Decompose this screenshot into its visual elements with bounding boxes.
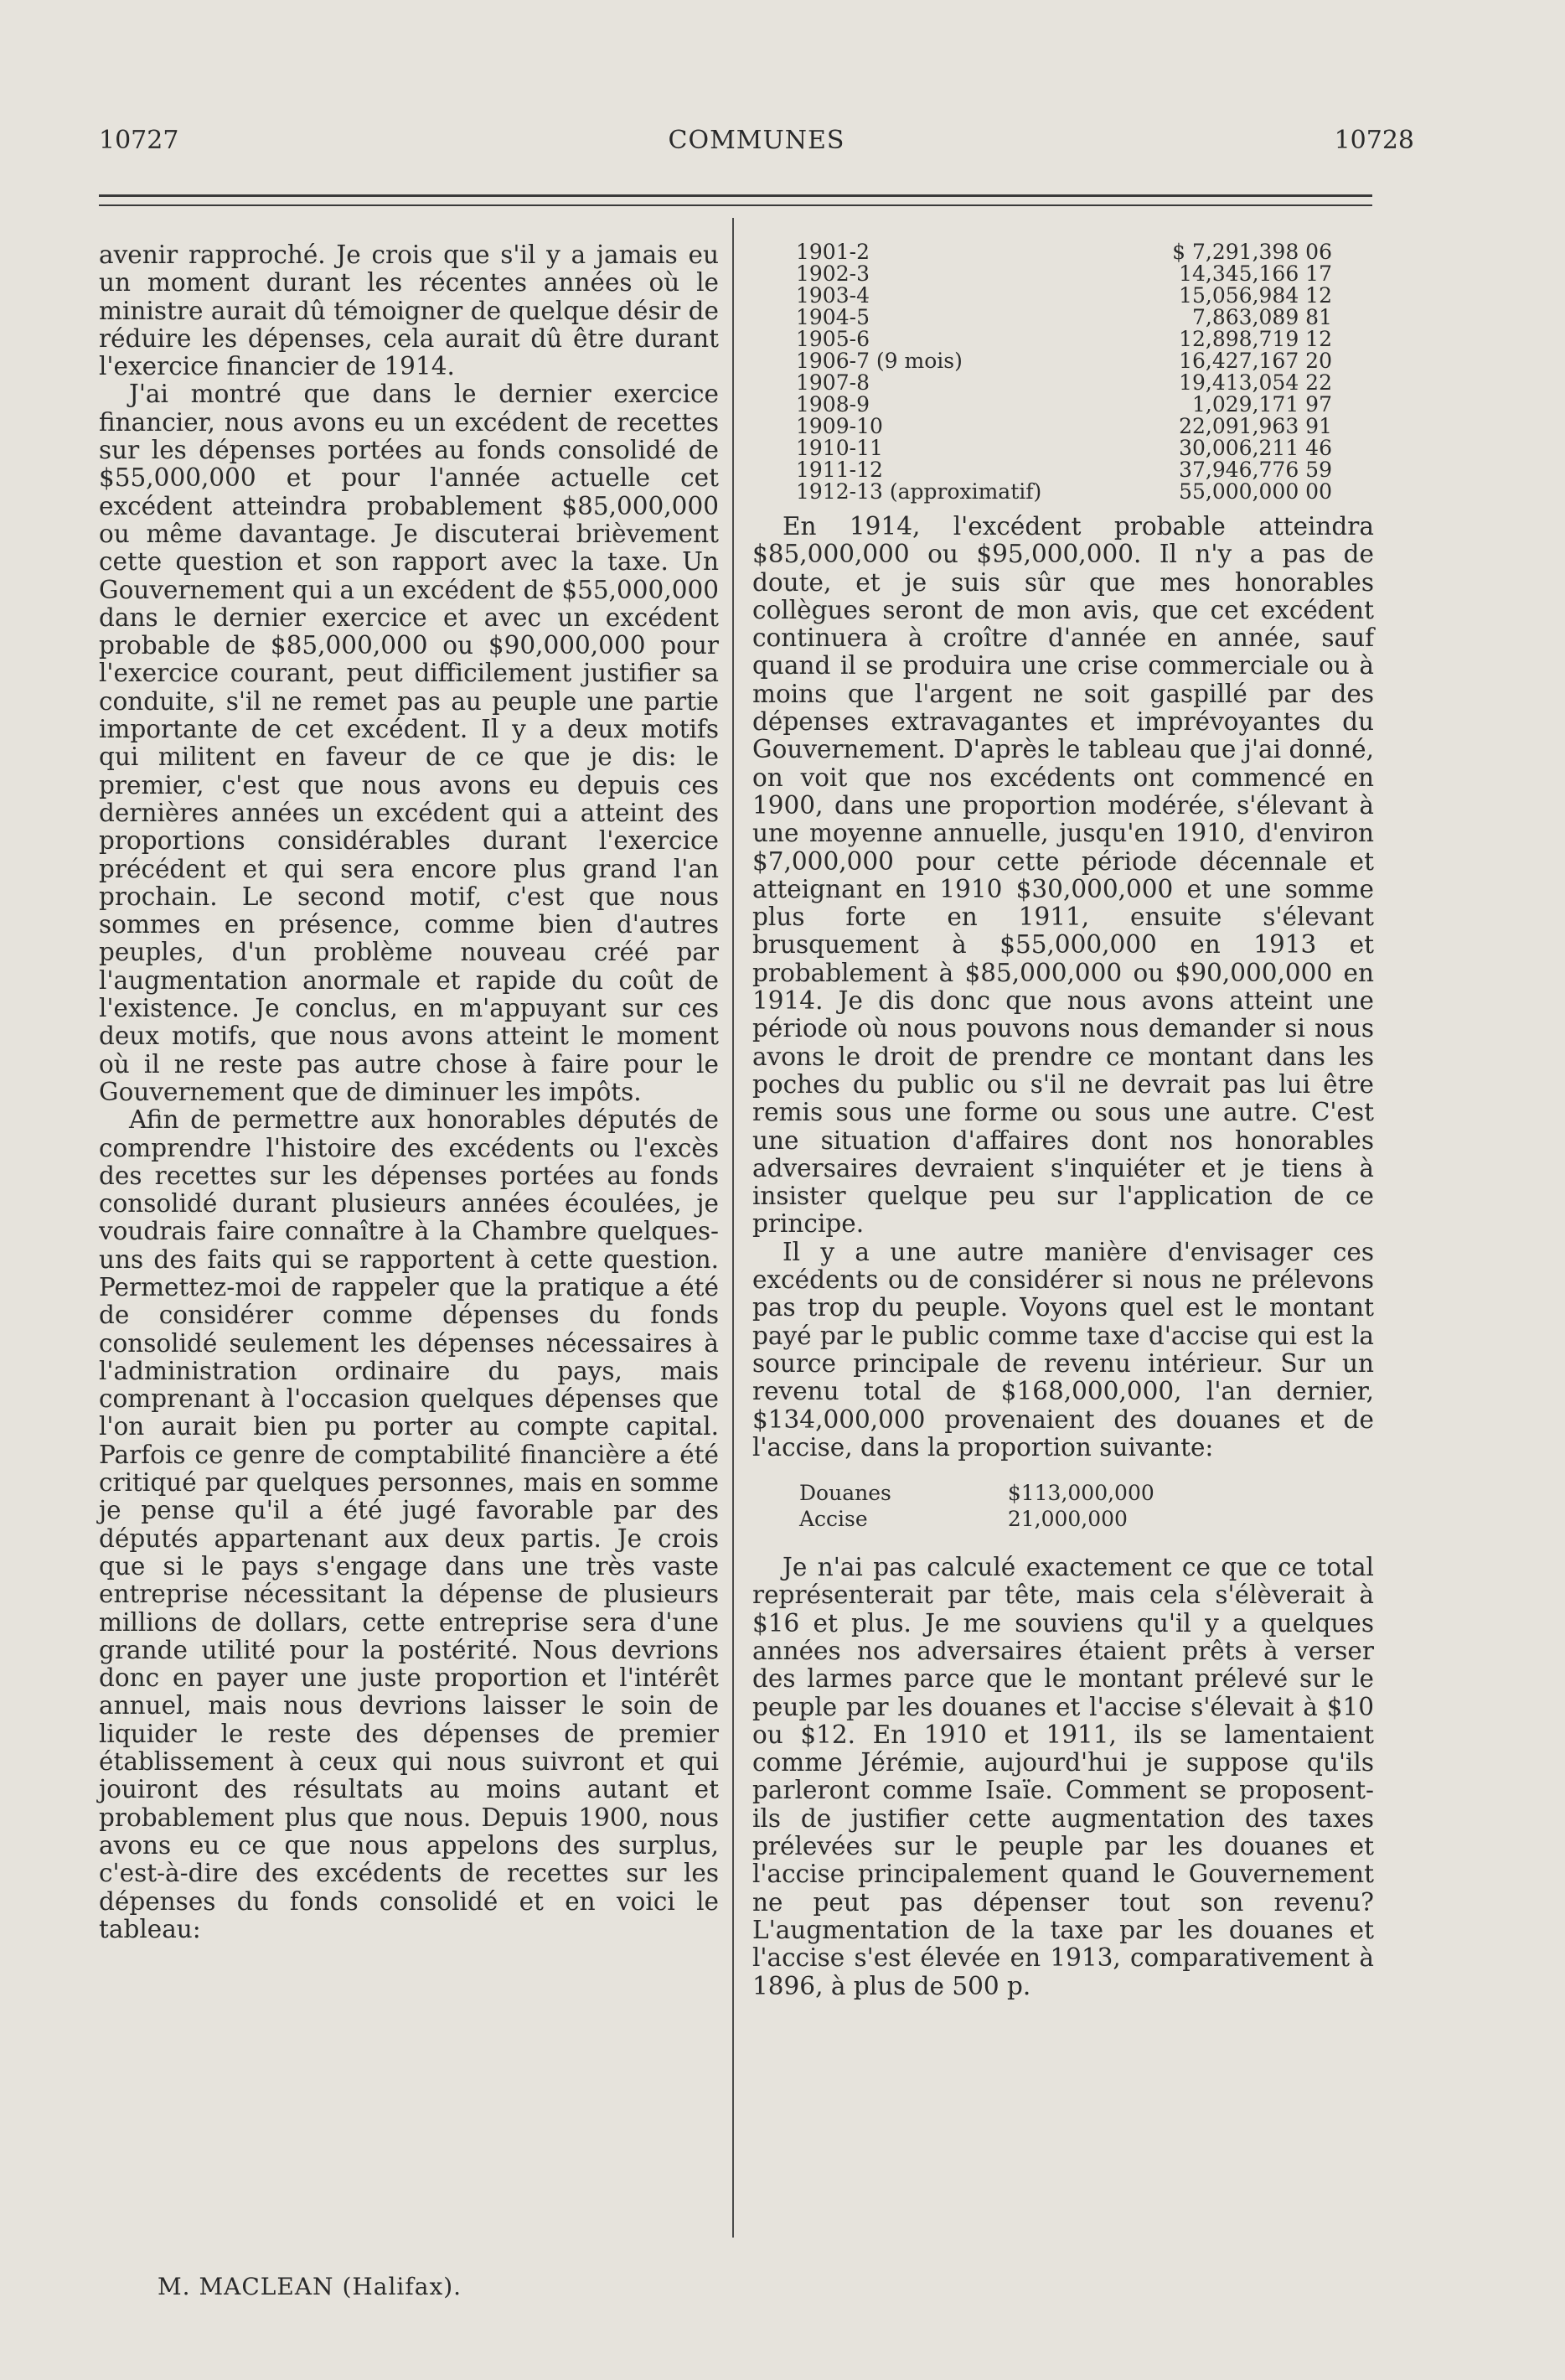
table-row [796, 394, 1332, 416]
page-title: COMMUNES [668, 126, 845, 155]
amount-cell: 7,863,089 81 [1192, 305, 1332, 329]
page-number-right: 10728 [1334, 126, 1414, 155]
year-cell: 1912-13 (approximatif) [796, 479, 1042, 504]
table-row [796, 263, 1332, 285]
table-row [796, 329, 1332, 350]
column-divider [732, 218, 734, 2238]
amount-cell: 16,427,167 20 [1179, 349, 1332, 373]
table-row [799, 1480, 1335, 1506]
speaker-name: M. MACLEAN (Halifax). [158, 2273, 462, 2300]
table-row [796, 459, 1332, 481]
surplus-table [796, 241, 1332, 503]
left-column [99, 241, 719, 1943]
amount-cell: 37,946,776 59 [1179, 458, 1332, 482]
year-cell: 1905-6 [796, 327, 870, 351]
amount-cell: 19,413,054 22 [1179, 370, 1332, 395]
paragraph: avenir rapproché. Je crois que s'il y a jamais eu un moment durant les récentes années où le ministre aurait dû témoigner de quelque désir de réduire les dépenses, cela aurait dû être durant l'exercice financier de 1914. [99, 241, 719, 381]
amount-cell: 30,006,211 46 [1179, 436, 1332, 460]
header-rule-top [99, 194, 1372, 197]
page-number-left: 10727 [99, 126, 179, 155]
year-cell: 1906-7 (9 mois) [796, 349, 963, 373]
amount-cell: $ 7,291,398 06 [1172, 240, 1332, 264]
right-column [752, 241, 1374, 2000]
table-row [796, 241, 1332, 263]
table-row [796, 416, 1332, 437]
year-cell: 1911-12 [796, 458, 883, 482]
paragraph: En 1914, l'excédent probable atteindra $85,000,000 ou $95,000,000. Il n'y a pas de doute, et je suis sûr que mes honorables collègues seront de mon avis, que cet excédent continuera à croître d'année en année, sauf quand il se produira une crise commerciale ou à moins que l'argent ne soit gaspillé par des dépenses extravagantes et imprévoyantes du Gouvernement. D'après le tableau que j'ai donné, on voit que nos excédents ont commencé en 1900, dans une proportion modérée, s'élevant à une moyenne annuelle, jusqu'en 1910, d'environ $7,000,000 pour cette période décennale et atteignant en 1910 $30,000,000 et une somme plus forte en 1911, ensuite s'élevant brusquement à $55,000,000 en 1913 et probablement à $85,000,000 ou $90,000,000 en 1914. Je dis donc que nous avons atteint une période où nous pouvons nous demander si nous avons le droit de prendre ce montant dans les poches du public ou s'il ne devrait pas lui être remis sous une forme ou sous une autre. C'est une situation d'affaires dont nos honorables adversaires devraient s'inquiéter et je tiens à insister quelque peu sur l'application de ce principe. [752, 512, 1374, 1239]
page-header [99, 126, 1414, 168]
year-cell: 1907-8 [796, 370, 870, 395]
paragraph: J'ai montré que dans le dernier exercice financier, nous avons eu un excédent de recettes sur les dépenses portées au fonds consolidé de $55,000,000 et pour l'année actuelle cet excédent atteindra probablement $85,000,000 ou même davantage. Je discuterai brièvement cette question et son rapport avec la taxe. Un Gouvernement qui a un excédent de $55,000,000 dans le dernier exercice et avec un excédent probable de $85,000,000 ou $90,000,000 pour l'exercice courant, peut difficilement justifier sa conduite, s'il ne remet pas au peuple une partie importante de cet excédent. Il y a deux motifs qui militent en faveur de ce que je dis: le premier, c'est que nous avons eu depuis ces dernières années un excédent qui a atteint des proportions considérables durant l'exercice précédent et qui sera encore plus grand l'an prochain. Le second motif, c'est que nous sommes en présence, comme bien d'autres peuples, d'un problème nouveau créé par l'augmentation anormale et rapide du coût de l'existence. Je conclus, en m'appuyant sur ces deux motifs, que nous avons atteint le moment où il ne reste pas autre chose à faire pour le Gouvernement que de diminuer les impôts. [99, 380, 719, 1106]
paragraph: Je n'ai pas calculé exactement ce que ce total représenterait par tête, mais cela s'élèverait à $16 et plus. Je me souviens qu'il y a quelques années nos adversaires étaient prêts à verser des larmes parce que le montant prélevé sur le peuple par les douanes et l'accise s'élevait à $10 ou $12. En 1910 et 1911, ils se lamentaient comme Jérémie, aujourd'hui je suppose qu'ils parleront comme Isaïe. Comment se proposent-ils de justifier cette augmentation des taxes prélevées sur le peuple par les douanes et l'accise principalement quand le Gouvernement ne peut pas dépenser tout son revenu? L'augmentation de la taxe par les douanes et l'accise s'est élevée en 1913, comparativement à 1896, à plus de 500 p. [752, 1553, 1374, 2000]
header-rule-bottom [99, 204, 1372, 206]
amount-cell: 55,000,000 00 [1179, 479, 1332, 504]
table-row [796, 285, 1332, 307]
year-cell: 1908-9 [796, 392, 870, 416]
year-cell: 1901-2 [796, 240, 870, 264]
year-cell: 1910-11 [796, 436, 883, 460]
revenue-table [799, 1480, 1335, 1532]
amount-cell: 1,029,171 97 [1192, 392, 1332, 416]
table-row [796, 350, 1332, 372]
amount-cell: 15,056,984 12 [1179, 283, 1332, 308]
year-cell: 1902-3 [796, 261, 870, 286]
amount-cell: 14,345,166 17 [1179, 261, 1332, 286]
revenue-amount: $113,000,000 [1007, 1481, 1154, 1506]
table-row [796, 437, 1332, 459]
table-row [796, 372, 1332, 394]
revenue-label: Douanes [799, 1481, 891, 1506]
year-cell: 1904-5 [796, 305, 870, 329]
paragraph: Afin de permettre aux honorables députés de comprendre l'histoire des excédents ou l'excès des recettes sur les dépenses portées au fonds consolidé durant plusieurs années écoulées, je voudrais faire connaître à la Chambre quelques-uns des faits qui se rapportent à cette question. Permettez-moi de rappeler que la pratique a été de considérer comme dépenses du fonds consolidé seulement les dépenses nécessaires à l'administration ordinaire du pays, mais comprenant à l'occasion quelques dépenses que l'on aurait bien pu porter au compte capital. Parfois ce genre de comptabilité financière a été critiqué par quelques personnes, mais en somme je pense qu'il a été jugé favorable par des députés appartenant aux deux partis. Je crois que si le pays s'engage dans une très vaste entreprise nécessitant la dépense de plusieurs millions de dollars, cette entreprise sera d'une grande utilité pour la postérité. Nous devrions donc en payer une juste proportion et l'intérêt annuel, mais nous devrions laisser le soin de liquider le reste des dépenses de premier établissement à ceux qui nous suivront et qui jouiront des résultats au moins autant et probablement plus que nous. Depuis 1900, nous avons eu ce que nous appelons des surplus, c'est-à-dire des excédents de recettes sur les dépenses du fonds consolidé et en voici le tableau: [99, 1105, 719, 1943]
table-row [796, 481, 1332, 503]
amount-cell: 12,898,719 12 [1179, 327, 1332, 351]
year-cell: 1903-4 [796, 283, 870, 308]
revenue-amount: 21,000,000 [1007, 1507, 1128, 1532]
amount-cell: 22,091,963 91 [1179, 414, 1332, 438]
paragraph: Il y a une autre manière d'envisager ces excédents ou de considérer si nous ne prélevons pas trop du peuple. Voyons quel est le montant payé par le public comme taxe d'accise qui est la source principale de revenu intérieur. Sur un revenu total de $168,000,000, l'an dernier, $134,000,000 provenaient des douanes et de l'accise, dans la proportion suivante: [752, 1237, 1374, 1462]
table-row [799, 1506, 1335, 1532]
revenue-label: Accise [799, 1507, 868, 1532]
table-row [796, 307, 1332, 329]
year-cell: 1909-10 [796, 414, 883, 438]
